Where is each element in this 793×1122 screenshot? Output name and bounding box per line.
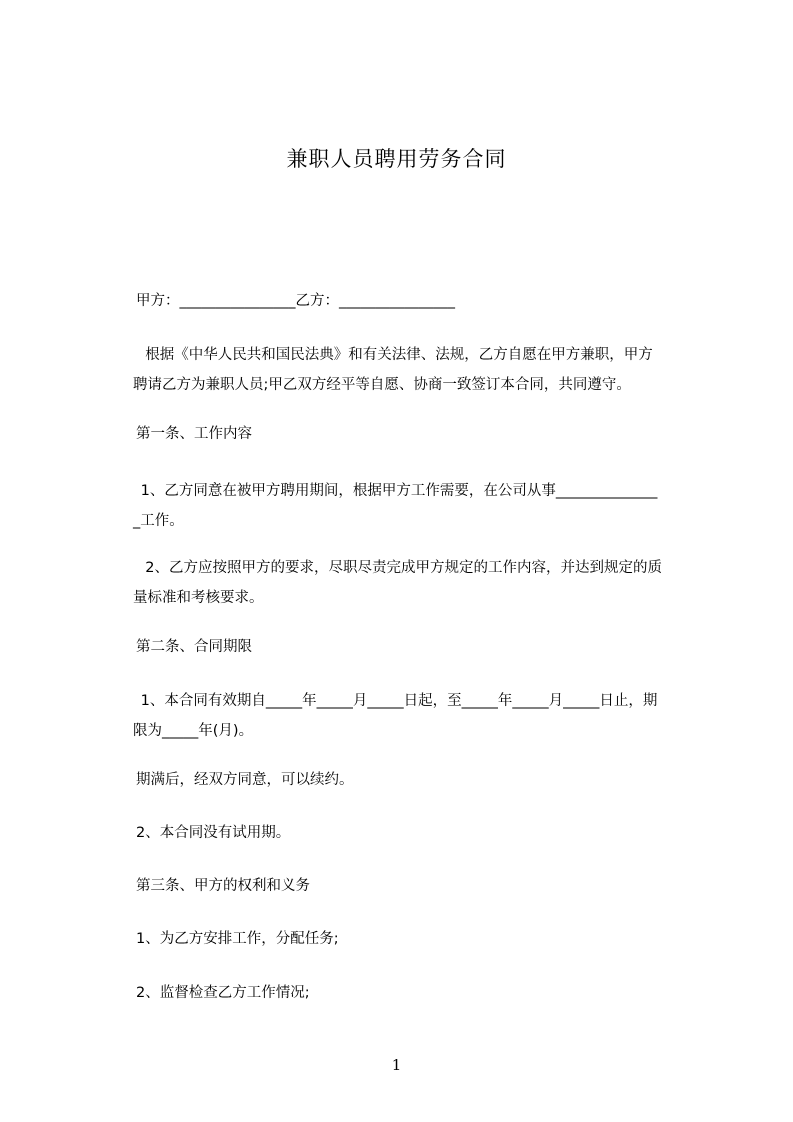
article-3-item-1: 1、为乙方安排工作，分配任务; (136, 931, 339, 947)
document-title: 兼职人员聘用劳务合同 (286, 147, 507, 171)
article-3-item-2: 2、监督检查乙方工作情况; (136, 985, 310, 1001)
article-1-item-2-line-1: 2、乙方应按照甲方的要求，尽职尽责完成甲方规定的工作内容，并达到规定的质 (136, 560, 662, 576)
article-2-renewal: 期满后，经双方同意，可以续约。 (136, 772, 354, 788)
article-1-item-2-line-2: 量标准和考核要求。 (133, 590, 264, 606)
article-2-heading: 第二条、合同期限 (136, 639, 252, 655)
intro-paragraph (133, 340, 708, 400)
article-2-item-1 (133, 686, 708, 746)
parties-line: 甲方：________________乙方：________________ (136, 293, 455, 309)
article-1-item-1-line-2: _工作。 (133, 513, 184, 529)
intro-line-2: 聘请乙方为兼职人员;甲乙双方经平等自愿、协商一致签订本合同，共同遵守。 (133, 377, 631, 393)
article-2-item-1-line-2: 限为_____年(月)。 (133, 723, 254, 739)
article-1-item-2 (133, 553, 708, 613)
article-3-heading: 第三条、甲方的权利和义务 (136, 878, 310, 894)
page-number: 1 (391, 1056, 402, 1074)
article-1-item-1-line-1: 1、乙方同意在被甲方聘用期间，根据甲方工作需要，在公司从事______________ (136, 483, 658, 499)
article-2-item-1-line-1: 1、本合同有效期自_____年_____月_____日起，至_____年_____月_____日止，期 (136, 693, 658, 709)
article-2-item-2: 2、本合同没有试用期。 (136, 825, 291, 841)
article-1-item-1 (133, 476, 708, 536)
article-1-heading: 第一条、工作内容 (136, 426, 252, 442)
intro-line-1: 根据《中华人民共和国民法典》和有关法律、法规，乙方自愿在甲方兼职，甲方 (136, 347, 653, 363)
